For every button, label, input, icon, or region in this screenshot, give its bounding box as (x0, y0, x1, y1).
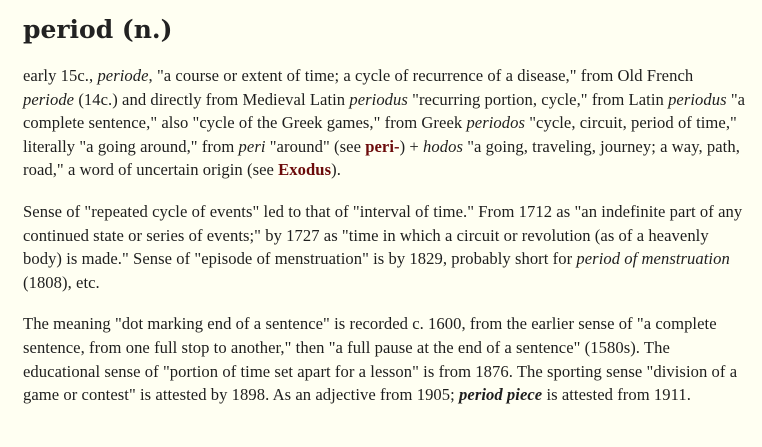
italic-term: hodos (423, 136, 463, 156)
paragraph-etymology (23, 64, 748, 182)
italic-term: periode (97, 66, 149, 85)
italic-term: periodos (466, 113, 525, 133)
link-peri[interactable]: peri- (365, 136, 400, 156)
dictionary-entry (23, 12, 748, 425)
text: Sense of "repeated cycle of events" led to that of "interval of time." From 1712 as "an indefinite part of any continued state or series of events;" by 1727 as "time in which a circuit or revolution (as of a heavenly body) is made." Sense of "episode of menstruation" is by 1829, probably short for (23, 201, 743, 269)
text: "cycle, circuit, period of time," literally "a going around," from (23, 113, 737, 156)
text: ). (331, 160, 341, 180)
text: (1808), etc. (23, 272, 100, 292)
italic-term: periodus (349, 89, 408, 109)
italic-term: peri (238, 136, 266, 156)
link-exodus[interactable]: Exodus (278, 160, 332, 180)
headword: period (n.) (23, 15, 173, 44)
text: is attested from 1911. (542, 385, 691, 405)
paragraph-sense-time (23, 200, 748, 294)
text: early 15c., (23, 66, 98, 85)
text: , "a course or extent of time; a cycle of recurrence of a disease," from Old French (148, 66, 694, 85)
text: "recurring portion, cycle," from Latin (407, 89, 669, 109)
text: (14c.) and directly from Medieval Latin (74, 89, 350, 109)
text: "around" (see (265, 136, 366, 156)
bold-term: period piece (459, 385, 543, 405)
italic-term: periodus (668, 89, 727, 109)
italic-term: period of menstruation (576, 249, 730, 269)
paragraph-sense-punctuation (23, 312, 748, 406)
text: ) + (399, 136, 424, 156)
text: "a going, traveling, journey; a way, path, road," a word of uncertain origin (see (23, 136, 740, 180)
italic-term: periode (23, 89, 75, 109)
text: The meaning "dot marking end of a sentence" is recorded c. 1600, from the earlier sense of "a complete sentence, from one full stop to another," then "a full pause at the end of a sentence" (1580s). The educational sense of "portion of time set apart for a lesson" is from 1876. The sporting sense "division of a game or contest" is attested by 1898. As an adjective from 1905; (23, 314, 738, 405)
text: "a complete sentence," also "cycle of the Greek games," from Greek (23, 89, 746, 133)
